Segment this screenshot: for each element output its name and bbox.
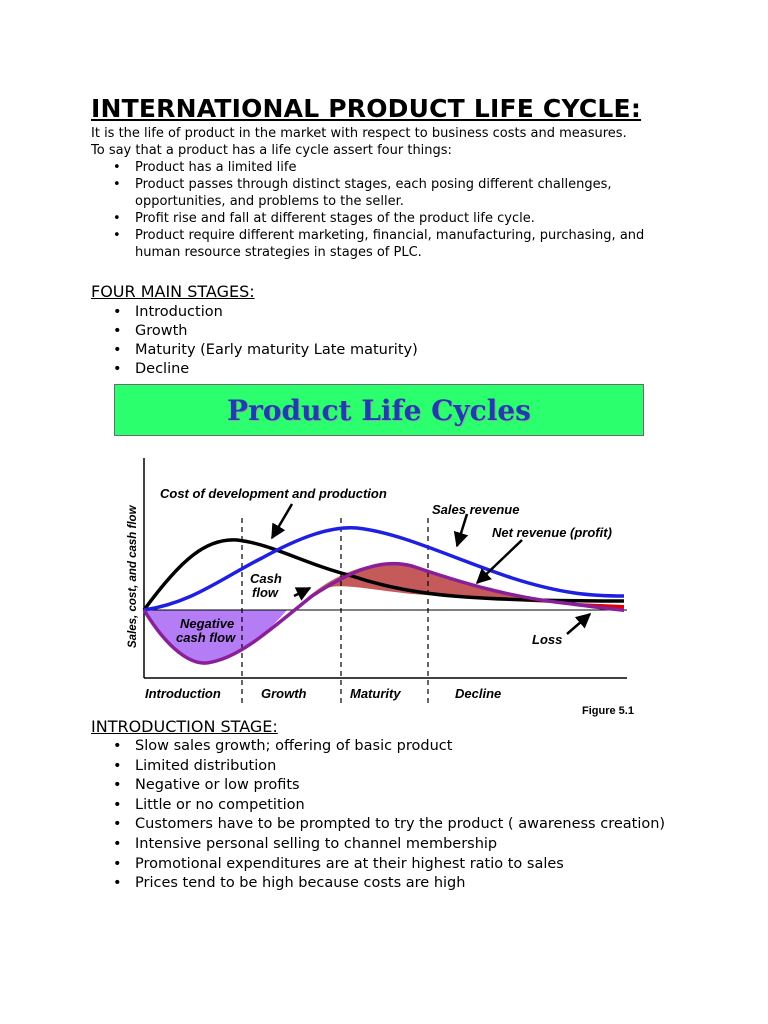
negative-cash-flow-label: Negative xyxy=(180,616,235,631)
intro-bullet-list xyxy=(91,159,681,261)
cost-label: Cost of development and production xyxy=(160,486,387,501)
cash-flow-label: Cash xyxy=(250,571,282,586)
list-item: • Growth xyxy=(91,322,691,341)
negative-cash-flow-label-2: cash flow xyxy=(176,630,236,645)
stage-label-decline: Decline xyxy=(455,686,502,701)
product-life-cycle-diagram xyxy=(112,448,652,718)
section-heading: INTRODUCTION STAGE: xyxy=(91,717,278,736)
list-item: • Product require different marketing, financial, manufacturing, purchasing, and human resource strategies in stages of PLC. xyxy=(91,227,681,261)
introduction-stage-list xyxy=(91,737,691,894)
list-item: • Slow sales growth; offering of basic product xyxy=(91,737,691,757)
list-item: • Little or no competition xyxy=(91,796,691,816)
list-item: • Decline xyxy=(91,360,691,379)
list-item: • Limited distribution xyxy=(91,757,691,777)
stage-label-maturity: Maturity xyxy=(350,686,401,701)
list-item: • Customers have to be prompted to try the product ( awareness creation) xyxy=(91,815,691,835)
intro-section xyxy=(91,125,681,261)
intro-definition: It is the life of product in the market with respect to business costs and measures. xyxy=(91,126,627,141)
diagram-banner xyxy=(114,384,644,436)
list-item: • Product has a limited life xyxy=(91,159,681,176)
arrow-net xyxy=(477,540,522,583)
arrow-loss xyxy=(567,614,590,634)
list-item: • Prices tend to be high because costs are high xyxy=(91,874,691,894)
banner-title: Product Life Cycles xyxy=(227,393,531,427)
list-item: • Promotional expenditures are at their highest ratio to sales xyxy=(91,855,691,875)
net-label: Net revenue (profit) xyxy=(492,525,612,540)
stage-label-introduction: Introduction xyxy=(145,686,221,701)
list-item: • Product passes through distinct stages, each posing different challenges, opportunities, and problems to the seller. xyxy=(91,176,681,210)
stages-list xyxy=(91,303,691,379)
loss-label: Loss xyxy=(532,632,563,647)
arrow-cash-flow xyxy=(294,588,310,596)
list-item: • Intensive personal selling to channel membership xyxy=(91,835,691,855)
intro-assertion: To say that a product has a life cycle assert four things: xyxy=(91,143,452,158)
section-heading: FOUR MAIN STAGES: xyxy=(91,282,255,301)
list-item: • Negative or low profits xyxy=(91,776,691,796)
stage-label-growth: Growth xyxy=(261,686,307,701)
page-title: INTERNATIONAL PRODUCT LIFE CYCLE: xyxy=(91,94,642,123)
figure-label: Figure 5.1 xyxy=(582,705,634,717)
cash-flow-label-2: flow xyxy=(252,585,278,600)
list-item: • Maturity (Early maturity Late maturity) xyxy=(91,341,691,360)
sales-label: Sales revenue xyxy=(432,502,520,517)
introduction-stage-section xyxy=(91,717,691,894)
list-item: • Profit rise and fall at different stages of the product life cycle. xyxy=(91,210,681,227)
four-stages-section xyxy=(91,282,691,379)
arrow-sales xyxy=(457,514,467,546)
y-axis-label: Sales, cost, and cash flow xyxy=(127,505,139,648)
list-item: • Introduction xyxy=(91,303,691,322)
arrow-cost xyxy=(272,504,292,538)
